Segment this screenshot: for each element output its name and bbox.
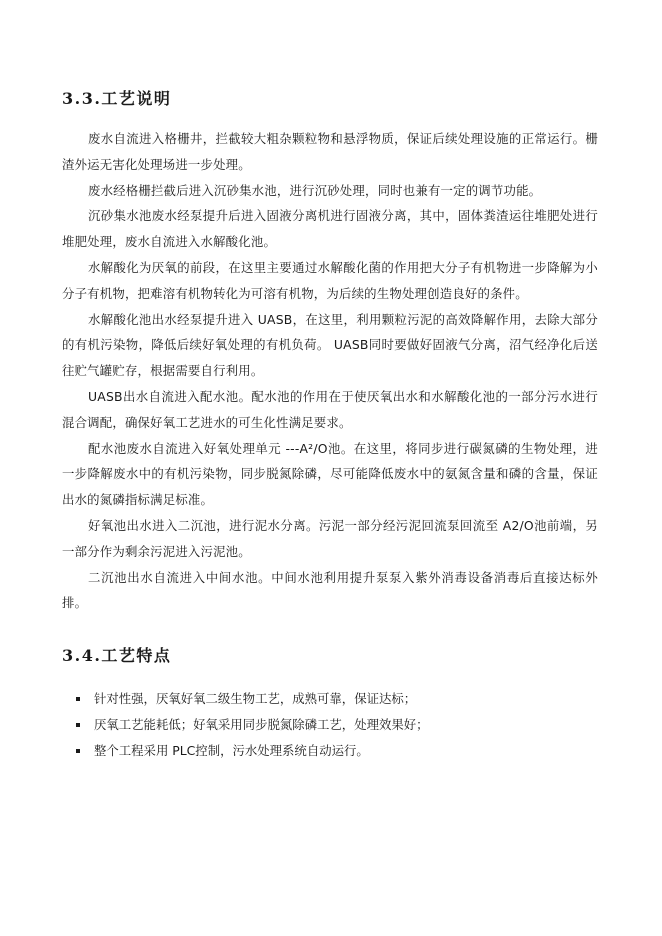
list-item	[76, 686, 596, 712]
list-item-text: 针对性强，厌氧好氧二级生物工艺，成熟可靠，保证达标；	[94, 691, 417, 706]
paragraph: 配水池废水自流进入好氧处理单元 ---A²/O池。在这里，将同步进行碳氮磷的生物处理，进一步降解废水中的有机污染物，同步脱氮除磷，尽可能降低废水中的氨氮含量和磷的含量，保证出水的氮磷指标满足标准。	[62, 440, 598, 508]
list-item	[76, 738, 596, 764]
feature-list	[76, 686, 596, 764]
bullet-icon	[76, 723, 80, 727]
section-heading-process-features: 3.4.工艺特点	[62, 646, 172, 665]
process-description-body	[62, 126, 598, 616]
bullet-icon	[76, 749, 80, 753]
paragraph: 好氧池出水进入二沉池，进行泥水分离。污泥一部分经污泥回流泵回流至 A2/O池前端，另一部分作为剩余污泥进入污泥池。	[62, 517, 598, 559]
list-item	[76, 712, 596, 738]
paragraph: 水解酸化为厌氧的前段，在这里主要通过水解酸化菌的作用把大分子有机物进一步降解为小分子有机物，把难溶有机物转化为可溶有机物，为后续的生物处理创造良好的条件。	[62, 259, 598, 301]
section-heading-process-description: 3.3.工艺说明	[62, 89, 172, 108]
paragraph: 沉砂集水池废水经泵提升后进入固液分离机进行固液分离，其中，固体粪渣运往堆肥处进行堆肥处理，废水自流进入水解酸化池。	[62, 208, 598, 250]
paragraph: 废水经格栅拦截后进入沉砂集水池，进行沉砂处理，同时也兼有一定的调节功能。	[88, 182, 542, 198]
paragraph: UASB出水自流进入配水池。配水池的作用在于使厌氧出水和水解酸化池的一部分污水进行混合调配，确保好氧工艺进水的可生化性满足要求。	[62, 388, 598, 430]
paragraph: 二沉池出水自流进入中间水池。中间水池利用提升泵泵入紫外消毒设备消毒后直接达标外排。	[62, 569, 598, 611]
paragraph: 废水自流进入格栅井，拦截较大粗杂颗粒物和悬浮物质，保证后续处理设施的正常运行。栅渣外运无害化处理场进一步处理。	[62, 131, 598, 172]
list-item-text: 厌氧工艺能耗低；好氧采用同步脱氮除磷工艺，处理效果好；	[94, 717, 429, 732]
list-item-text: 整个工程采用 PLC控制，污水处理系统自动运行。	[94, 743, 369, 758]
bullet-icon	[76, 697, 80, 701]
paragraph: 水解酸化池出水经泵提升进入 UASB，在这里，利用颗粒污泥的高效降解作用，去除大部分的有机污染物，降低后续好氧处理的有机负荷。 UASB同时要做好固液气分离，沼气经净化后送往贮气罐贮存，根据需要自行利用。	[62, 311, 598, 379]
